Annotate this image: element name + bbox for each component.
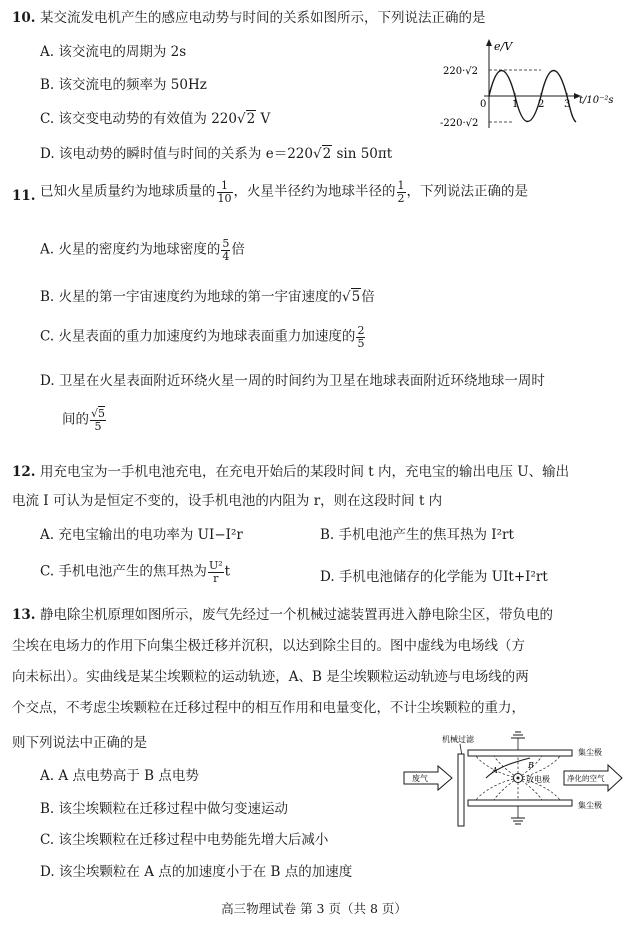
q10-option-d-text: D. 该电动势的瞬时值与时间的关系为 e＝220: [40, 146, 313, 162]
q12-number: 12.: [12, 464, 36, 480]
point-a-label: A: [492, 766, 498, 775]
denominator: 10: [217, 191, 232, 205]
collector-label-top: 集尘极: [578, 748, 602, 757]
collector-label-bottom: 集尘极: [578, 801, 602, 810]
q11-option-a-suffix: 倍: [231, 241, 245, 258]
q13-line-1: 静电除尘机原理如图所示，废气先经过一个机械过滤装置再进入静电除尘区，带负电的: [40, 607, 553, 623]
q11-option-c-text: C. 火星表面的重力加速度约为地球表面重力加速度的: [40, 328, 356, 345]
q11-option-a-text: A. 火星的密度约为地球密度的: [40, 241, 221, 258]
inlet-label: 废气: [412, 774, 428, 783]
numerator: 5: [222, 237, 230, 250]
radicand: 5: [351, 289, 361, 305]
tick-label-1: 1: [512, 99, 519, 110]
q13-number: 13.: [12, 607, 36, 623]
q12-option-b: B. 手机电池产生的焦耳热为 I²rt: [320, 527, 514, 543]
peak-value: [443, 66, 478, 77]
q11-option-c: [40, 325, 366, 349]
q11-option-b-text: B. 火星的第一宇宙速度约为地球的第一宇宙速度的: [40, 289, 343, 305]
mechanical-filter: [458, 754, 464, 826]
q11-stem-part: 已知火星质量约为地球质量的: [40, 183, 216, 200]
emitter-label: 放电极: [526, 775, 550, 784]
peak-value-radicand: √2: [465, 66, 478, 77]
fraction: [90, 408, 106, 432]
point-b-label: B: [528, 761, 534, 770]
q11-stem-part: ，火星半径约为地球半径的: [233, 183, 396, 200]
filter-label: 机械过滤: [442, 735, 474, 744]
y-axis-label: e/V: [494, 40, 513, 53]
radicand: 2: [322, 146, 332, 162]
sqrt: √2: [312, 146, 332, 162]
fraction: [221, 238, 230, 262]
numerator: 1: [397, 179, 405, 192]
q13-option-a: A. A 点电势高于 B 点电势: [40, 768, 199, 784]
field-line: [476, 778, 518, 800]
trough-value-text: -220·: [440, 118, 466, 129]
q13-option-b: B. 该尘埃颗粒在迁移过程中做匀变速运动: [40, 801, 289, 817]
q13-line-2: 尘埃在电场力的作用下向集尘极迁移并沉积，以达到除尘目的。图中虚线为电场线（方: [12, 638, 525, 654]
radicand: 2: [246, 111, 256, 127]
q13-precipitator-diagram: [402, 730, 624, 830]
q10-option-c: [40, 113, 270, 127]
peak-value-text: 220·: [443, 66, 466, 77]
q11-option-a: [40, 238, 245, 262]
q10-option-b: B. 该交流电的频率为 50Hz: [40, 77, 207, 93]
q12-option-c-suffix: t: [224, 563, 231, 580]
fraction: [356, 325, 365, 349]
numerator: U²: [208, 559, 223, 572]
q10-option-a: A. 该交流电的周期为 2s: [40, 44, 187, 60]
q11-option-d-text: 间的: [62, 411, 89, 428]
q10-option-d: [40, 148, 392, 162]
trough-value: [440, 118, 478, 129]
q13-line-4: 个交点，不考虑尘埃颗粒在迁移过程中的相互作用和电量变化，不计尘埃颗粒的重力，: [12, 700, 525, 716]
denominator: 5: [357, 336, 365, 350]
q13-line-3: 向未标出）。实曲线是某尘埃颗粒的运动轨迹，A、B 是尘埃颗粒运动轨迹与电场线的两: [12, 669, 529, 685]
q11-stem: [40, 180, 528, 204]
page-footer: 高三物理试卷 第 3 页（共 8 页）: [221, 901, 407, 916]
y-axis-arrow: [486, 39, 492, 46]
radicand: 5: [98, 407, 106, 420]
numerator: √5: [91, 407, 106, 420]
tick-label-3: 3: [564, 99, 571, 110]
q11-stem-part: ，下列说法正确的是: [406, 183, 528, 200]
fraction: [217, 180, 233, 204]
q11-option-b: [40, 291, 375, 305]
q12-option-d: D. 手机电池储存的化学能为 UIt+I²rt: [320, 569, 548, 585]
q11-option-d-line2: [62, 408, 107, 432]
q10-option-c-text: C. 该交变电动势的有效值为 220: [40, 111, 237, 127]
denominator: 5: [94, 419, 102, 433]
q11-number: 11.: [12, 188, 36, 204]
q13-option-d: D. 该尘埃颗粒在 A 点的加速度小于在 B 点的加速度: [40, 864, 353, 880]
q12-option-a: A. 充电宝输出的电功率为 UI−I²r: [40, 527, 243, 543]
tick-label-2: 2: [538, 99, 545, 110]
numerator: 1: [217, 180, 233, 193]
outlet-label: 净化的空气: [567, 774, 605, 783]
denominator: 4: [222, 249, 230, 263]
fraction: [397, 180, 406, 204]
x-axis-label: t/10⁻²s: [579, 95, 614, 106]
collector-plate-bottom: [468, 800, 572, 806]
q10-stem: 某交流发电机产生的感应电动势与时间的关系如图所示，下列说法正确的是: [40, 10, 486, 26]
q10-number: 10.: [12, 10, 36, 26]
numerator: 2: [357, 324, 365, 337]
sqrt: √5: [342, 289, 361, 305]
trough-value-radicand: √2: [465, 118, 479, 129]
emitter-core: [517, 777, 520, 780]
q12-option-c-text: C. 手机电池产生的焦耳热为: [40, 563, 207, 580]
denominator: r: [213, 571, 219, 585]
q10-emf-graph: [440, 36, 625, 132]
sqrt: √2: [237, 111, 256, 127]
q10-option-c-unit: V: [256, 111, 271, 127]
collector-plate-top: [468, 750, 572, 756]
q13-option-c: C. 该尘埃颗粒在迁移过程中电势能先增大后减小: [40, 832, 329, 848]
q12-option-c: [40, 560, 230, 584]
q13-line-5: 则下列说法中正确的是: [12, 735, 147, 751]
fraction: [208, 560, 224, 584]
origin-label: 0: [480, 99, 487, 110]
q12-line-2: 电流 I 可认为是恒定不变的，设手机电池的内阻为 r，则在这段时间 t 内: [12, 493, 443, 509]
denominator: 2: [397, 191, 405, 205]
q12-line-1: 用充电宝为一手机电池充电，在充电开始后的某段时间 t 内，充电宝的输出电压 U、输出: [40, 464, 570, 480]
q11-option-b-suffix: 倍: [361, 289, 375, 305]
q11-option-d-line1: D. 卫星在火星表面附近环绕火星一周的时间约为卫星在地球表面附近环绕地球一周时: [40, 373, 545, 389]
q10-option-d-func: sin 50πt: [332, 146, 393, 162]
